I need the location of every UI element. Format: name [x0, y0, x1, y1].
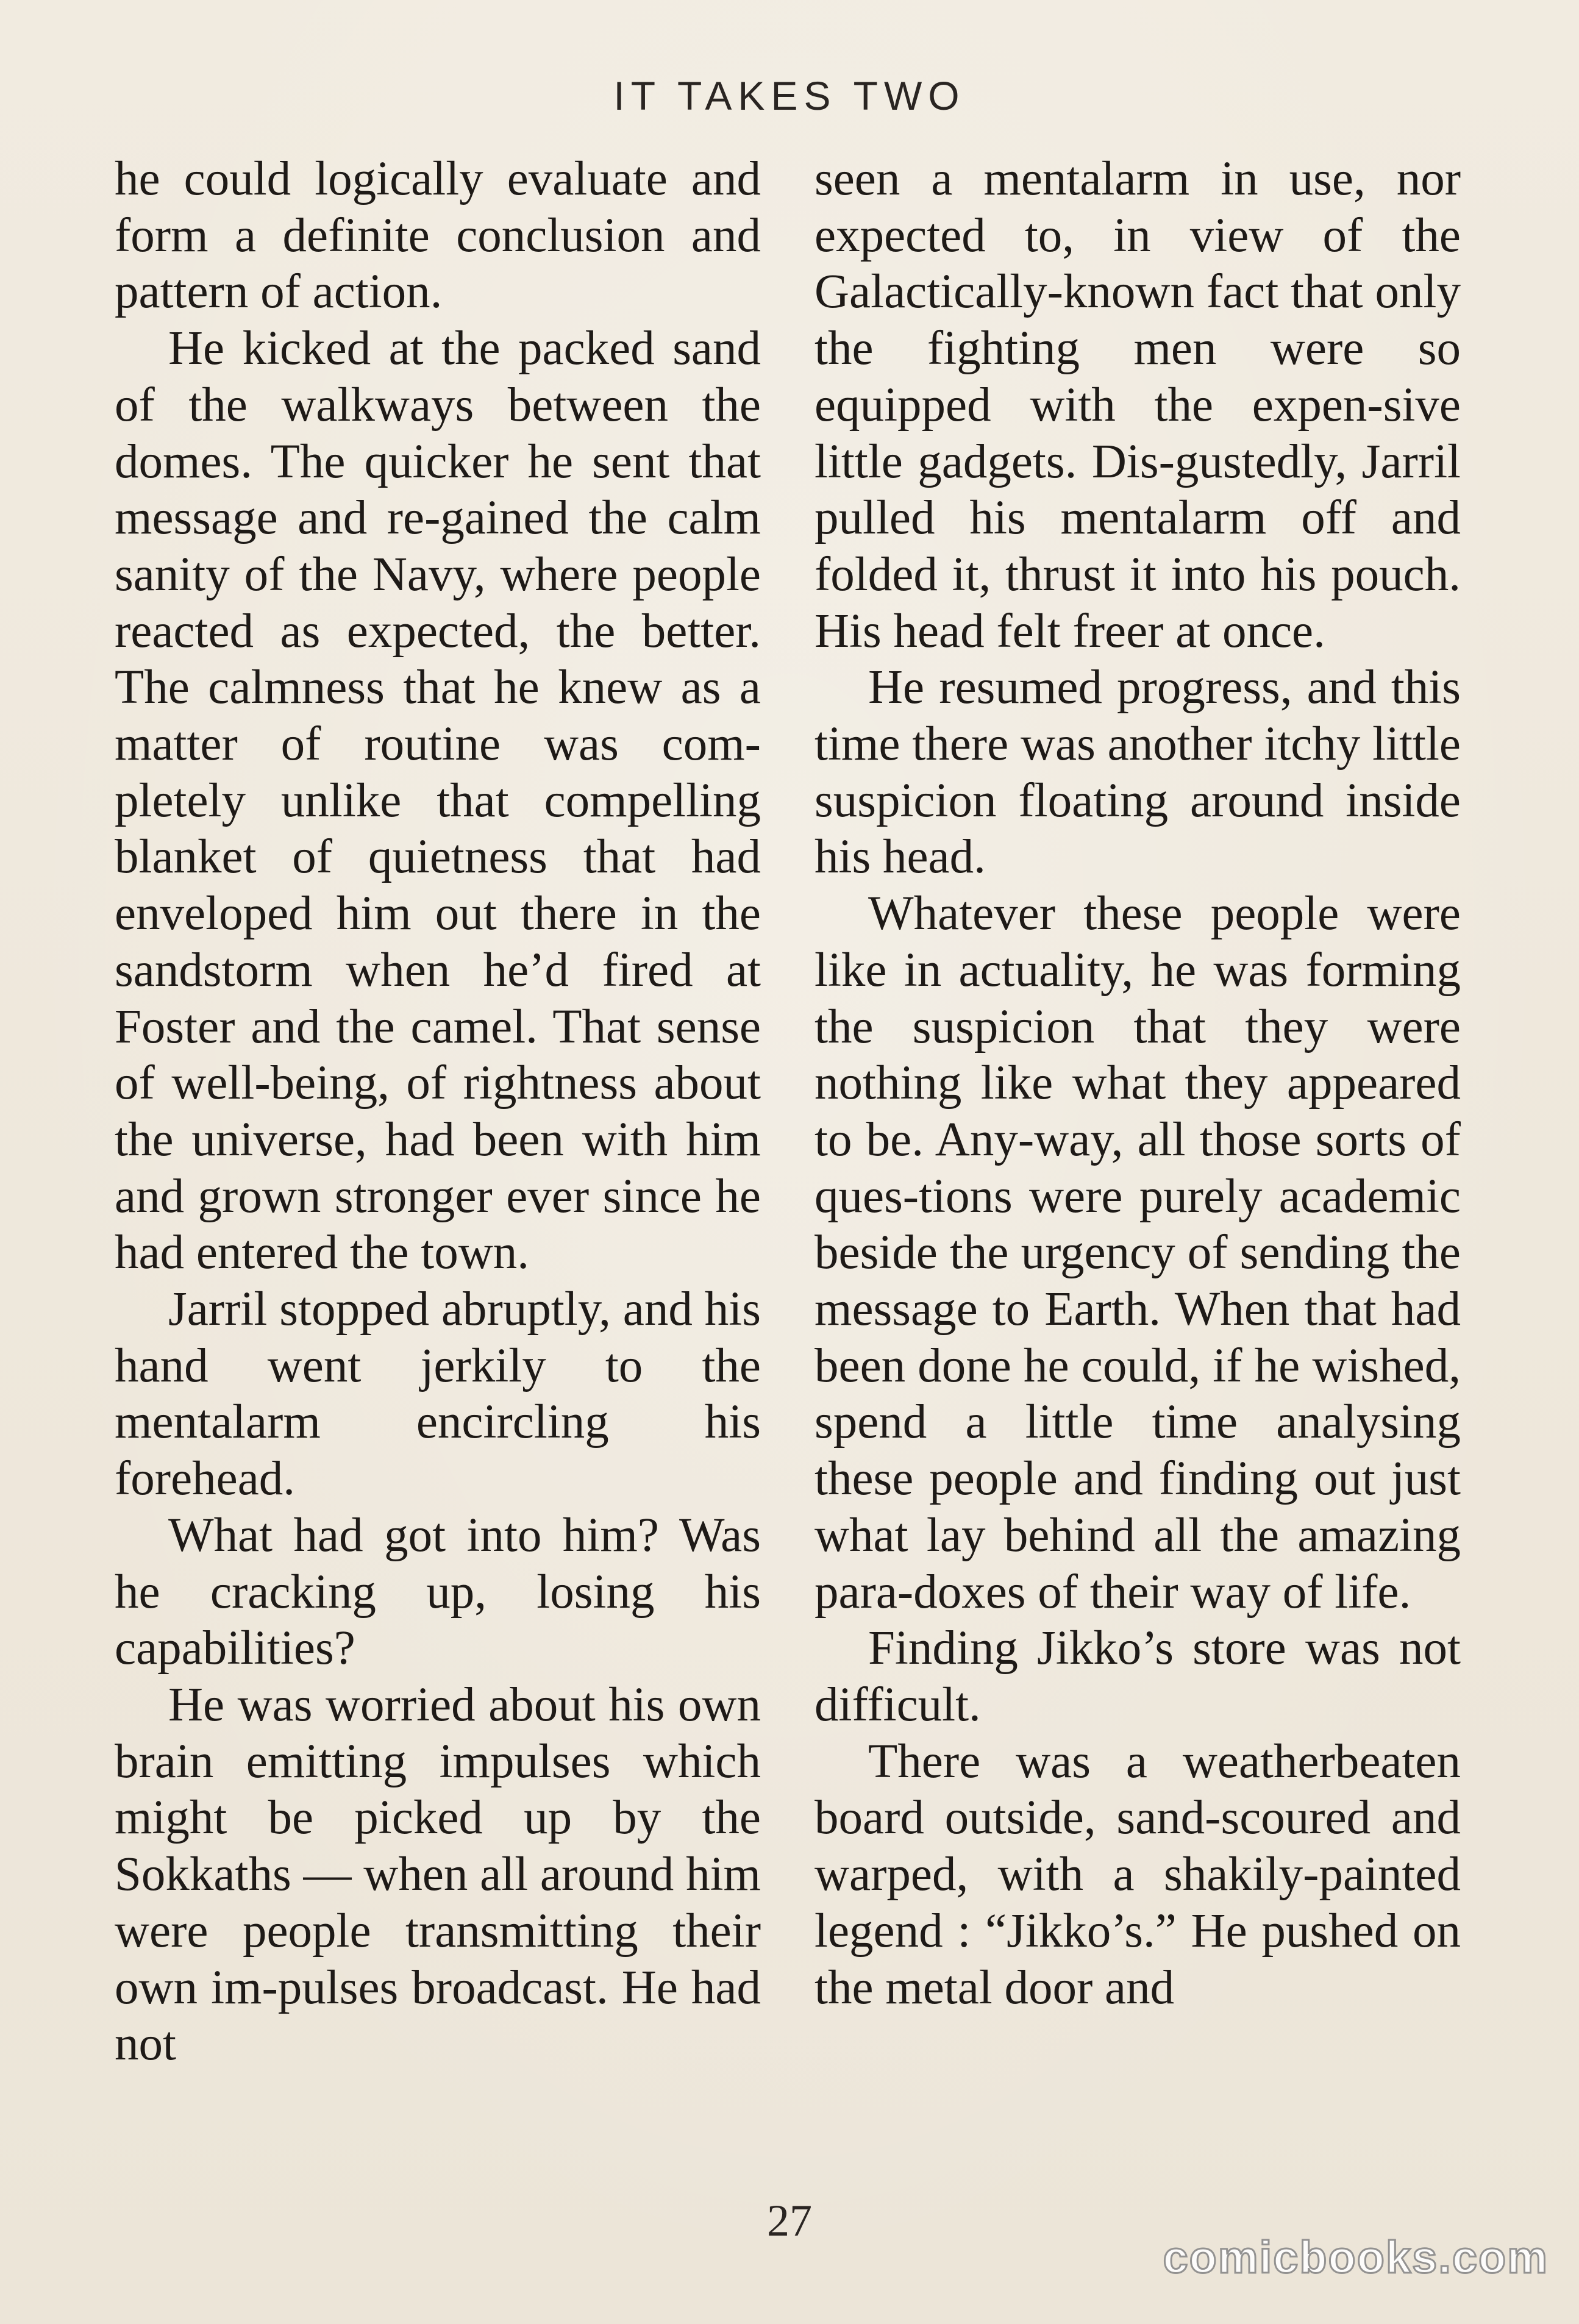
watermark-logo: comicbooks.com: [1163, 2232, 1549, 2283]
paragraph: He resumed progress, and this time there was another itchy little suspicion floating around inside his head.: [814, 661, 1461, 884]
paragraph: Finding Jikko’s store was not difficult.: [814, 1622, 1461, 1731]
paragraph: There was a weatherbeaten board outside, sand-scoured and warped, with a shakily-painted legend : “Jikko’s.” He pushed on the metal door and: [814, 1734, 1461, 2014]
text-column-left: [115, 151, 761, 2073]
paragraph: seen a mentalarm in use, nor expected to, in view of the Galactically-known fact that only the fighting men were so equipped with the expen-sive little gadgets. Dis-gustedly, Jarril pulled his mentalarm off and folded it, thrust it into his pouch. His head felt freer at once.: [814, 152, 1461, 658]
text-column-right: [814, 151, 1461, 2016]
paragraph: Jarril stopped abruptly, and his hand went jerkily to the mentalarm encircling his forehead.: [115, 1283, 761, 1506]
paragraph: He was worried about his own brain emitting impulses which might be picked up by the Sokkaths — when all around him were people transmitting their own im-pulses broadcast. He had not: [115, 1678, 761, 2071]
page-number: 27: [767, 2196, 812, 2246]
paragraph: He kicked at the packed sand of the walkways between the domes. The quicker he sent that message and re-gained the calm sanity of the Navy, where people reacted as expected, the better. The calmness that he knew as a matter of routine was com-pletely unlike that compelling blanket of quietness that had enveloped him out there in the sandstorm when he’d fired at Foster and the camel. That sense of well-being, of rightness about the universe, had been with him and grown stronger ever since he had entered the town.: [115, 322, 761, 1280]
running-head: IT TAKES TWO: [613, 73, 966, 118]
paragraph: Whatever these people were like in actuality, he was forming the suspicion that they were nothing like what they appeared to be. Any-way, all those sorts of ques-tions were purely academic beside the urgency of sending the message to Earth. When that had been done he could, if he wished, spend a little time analysing these people and finding out just what lay behind all the amazing para-doxes of their way of life.: [814, 887, 1461, 1619]
paragraph: he could logically evaluate and form a definite conclusion and pattern of action.: [115, 152, 761, 319]
paragraph: What had got into him? Was he cracking up, losing his capabilities?: [115, 1508, 761, 1675]
